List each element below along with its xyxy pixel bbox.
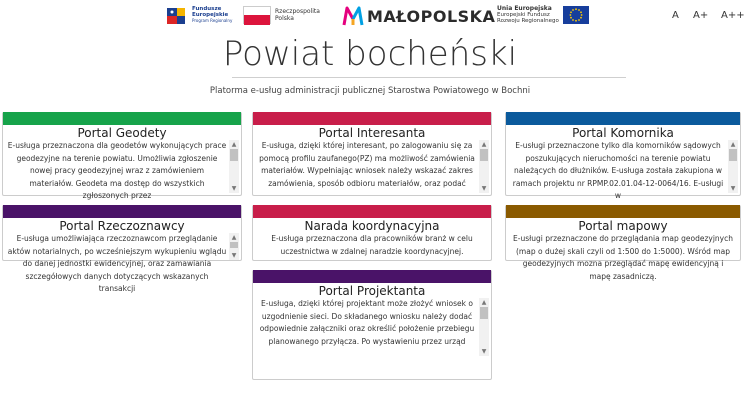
page-subtitle: Platorma e-usług administracji publicznej Starostwa Powiatowego w Bochni — [209, 86, 531, 96]
page-title: Powiat bocheński — [222, 34, 518, 74]
card-portal-interesanta[interactable] — [252, 112, 492, 196]
card-color-bar — [3, 205, 241, 218]
card-color-bar — [253, 270, 491, 283]
card-scrollbar[interactable] — [229, 140, 239, 193]
scroll-up-icon[interactable]: ▲ — [231, 234, 237, 241]
card-title[interactable]: Narada koordynacyjna — [304, 219, 440, 233]
font-size-large-button[interactable]: A+ — [693, 10, 709, 21]
card-title[interactable]: Portal Interesanta — [318, 126, 426, 140]
card-description: E-usługa, dzięki której projektant może złożyć wniosek o uzgodnienie sieci. Do składanego wniosku należy dodać odpowiednie załączniki oraz określić położenie przebiegu planowanego przyłącza. Po wystawieniu przez urząd — [259, 299, 475, 346]
card-color-bar — [506, 112, 740, 125]
fe-line3: Program Regionalny — [192, 18, 233, 23]
card-scrollbar[interactable] — [728, 140, 738, 193]
scroll-thumb[interactable] — [230, 149, 238, 161]
scroll-up-icon[interactable]: ▲ — [481, 299, 487, 306]
scroll-thumb[interactable] — [480, 149, 488, 161]
card-scrollbar[interactable] — [479, 140, 489, 193]
scroll-down-icon[interactable]: ▼ — [231, 252, 237, 259]
card-title[interactable]: Portal Rzeczoznawcy — [59, 219, 185, 233]
card-portal-rzeczoznawcy[interactable] — [2, 205, 242, 293]
scroll-up-icon[interactable]: ▲ — [231, 141, 237, 148]
ue-line3: Rozwoju Regionalnego — [497, 18, 559, 24]
fundusze-europejskie-icon — [165, 4, 189, 26]
polish-flag-icon — [243, 6, 271, 24]
card-narada-koordynacyjna[interactable] — [252, 205, 492, 261]
card-title[interactable]: Portal Projektanta — [318, 284, 426, 298]
card-portal-projektanta[interactable] — [252, 270, 492, 380]
scroll-up-icon[interactable]: ▲ — [730, 141, 736, 148]
card-description: E-usługa przeznaczona dla geodetów wykonujących prace geodezyjne na terenie powiatu. Umożliwia zgłoszenie nowej pracy geodezyjnej wraz z zamówieniem materiałów. Geodeta ma dostęp do wszystkich zgłoszonych przez — [7, 141, 227, 200]
card-color-bar — [3, 112, 241, 125]
scroll-thumb[interactable] — [480, 307, 488, 319]
malopolska-m-icon — [342, 5, 364, 27]
card-portal-mapowy[interactable] — [505, 205, 741, 281]
card-title[interactable]: Portal Geodety — [77, 126, 167, 140]
ue-line1: Unia Europejska — [497, 5, 552, 12]
logo-bar — [0, 0, 745, 36]
rp-line1: Rzeczpospolita — [275, 8, 320, 15]
rp-line2: Polska — [275, 15, 294, 22]
font-size-xlarge-button[interactable]: A++ — [721, 10, 745, 21]
card-title[interactable]: Portal mapowy — [578, 219, 668, 233]
scroll-down-icon[interactable]: ▼ — [481, 185, 487, 192]
rzeczpospolita-logo — [243, 6, 320, 24]
card-portal-geodety[interactable] — [2, 112, 242, 200]
card-description: E-usługi przeznaczone do przeglądania map geodezyjnych (map o dużej skali czyli od 1:500 do 1:5000). Wśród map geodezyjnych mozna przeglądać mapę ewidencyjną i mapę zasadniczą. — [513, 234, 733, 281]
card-scrollbar[interactable] — [229, 233, 239, 260]
scroll-down-icon[interactable]: ▼ — [481, 348, 487, 355]
malopolska-logo — [342, 5, 495, 27]
card-description: E-usługi przeznaczone tylko dla komorników sądowych poszukujących nieruchomości na terenie powiatu należących do dłużników. E-usługa została zakupiona w ramach projektu nr RPMP.02.01.04-12-0064/16. E-usługi w — [512, 141, 724, 200]
unia-europejska-logo — [497, 6, 589, 24]
card-color-bar — [253, 112, 491, 125]
card-scrollbar[interactable] — [479, 298, 489, 356]
title-divider — [232, 77, 626, 78]
scroll-thumb[interactable] — [230, 242, 238, 248]
font-size-normal-button[interactable]: A — [672, 10, 679, 21]
scroll-up-icon[interactable]: ▲ — [481, 141, 487, 148]
card-color-bar — [506, 205, 740, 218]
card-title[interactable]: Portal Komornika — [572, 126, 674, 140]
card-portal-komornika[interactable] — [505, 112, 741, 200]
malopolska-text: MAŁOPOLSKA — [367, 6, 496, 26]
fe-line2: Europejskie — [192, 12, 229, 18]
scroll-thumb[interactable] — [729, 149, 737, 161]
ue-line2: Europejski Fundusz — [497, 12, 550, 18]
scroll-down-icon[interactable]: ▼ — [730, 185, 736, 192]
fundusze-europejskie-logo — [165, 4, 232, 26]
card-description: E-usługa, dzięki której interesant, po zalogowaniu się za pomocą profilu zaufanego(PZ) ma możliwość zamówienia materiałów. Wypełniając wniosek należy wskazać zakres zamówienia, sposób odbioru materiałów, oraz podać — [259, 141, 475, 188]
scroll-down-icon[interactable]: ▼ — [231, 185, 237, 192]
fe-line1: Fundusze — [192, 6, 222, 12]
card-description: E-usługa przeznaczona dla pracowników branż w celu uczestnictwa w zdalnej naradzie koordynacyjnej. — [271, 234, 473, 256]
eu-flag-icon — [563, 6, 589, 24]
card-description: E-usługa umożliwiająca rzeczoznawcom przeglądanie aktów notarialnych, po wcześniejszym wykupieniu wglądu do danej jednostki ewidencyjnej, oraz zamawiania szczegółowych danych dotyczących wskazanych transakcji — [7, 234, 227, 293]
card-color-bar — [253, 205, 491, 218]
